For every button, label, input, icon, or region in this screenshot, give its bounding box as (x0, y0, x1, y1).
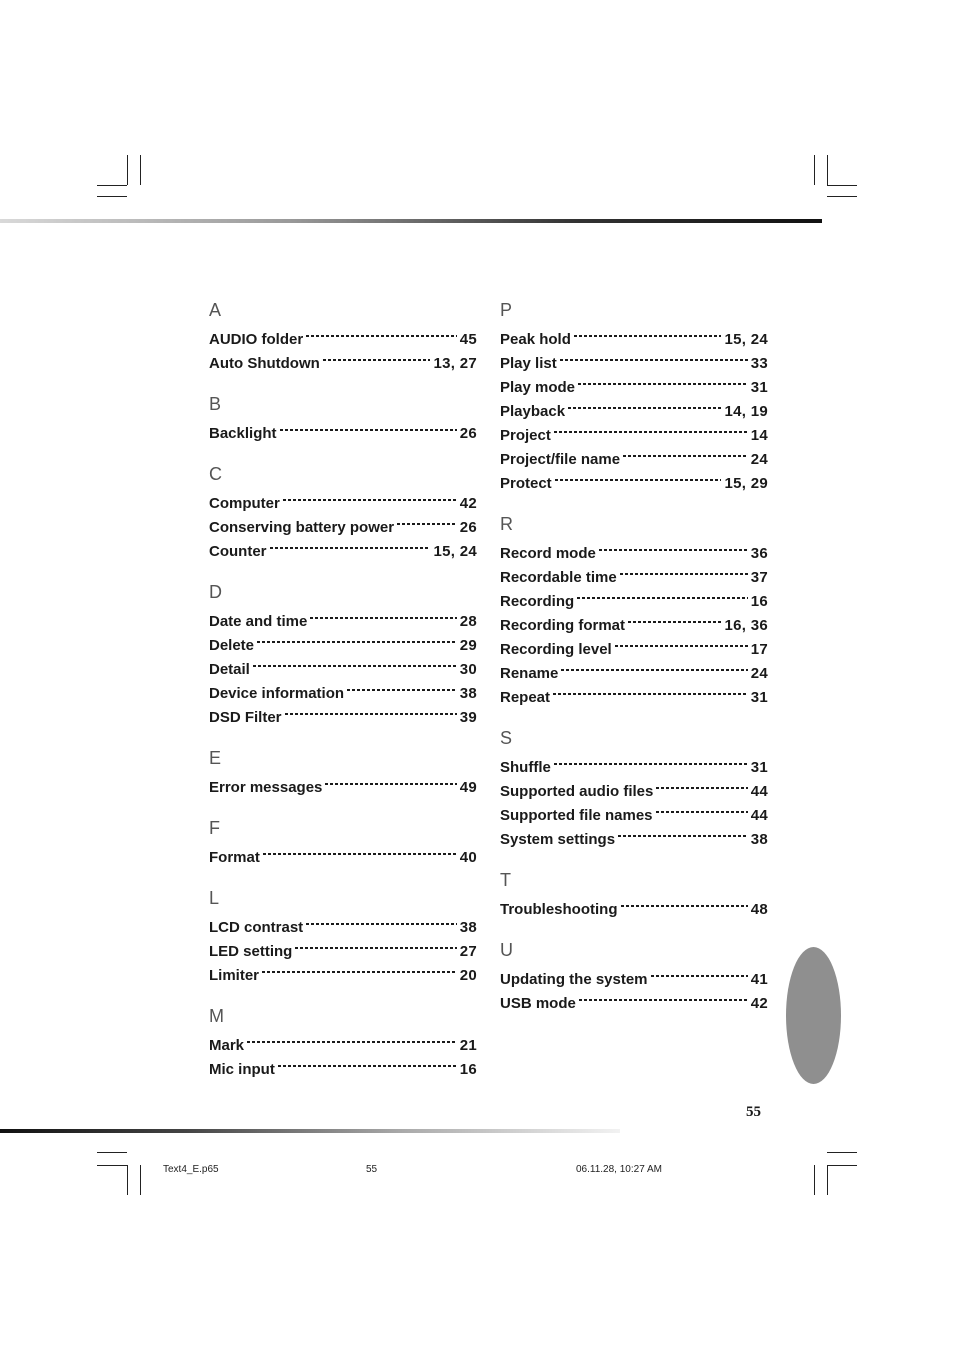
index-pages: 38 (750, 831, 768, 848)
index-entry (500, 400, 768, 424)
index-term: Recordable time (500, 569, 617, 586)
index-term: Device information (209, 685, 345, 702)
section-letter: F (209, 818, 220, 838)
index-term: Recording level (500, 641, 612, 658)
index-entry (209, 940, 477, 964)
index-entry (500, 590, 768, 614)
footer-rule (0, 1129, 620, 1133)
crop-mark (827, 196, 857, 197)
index-term: Protect (500, 475, 552, 492)
index-pages: 48 (750, 901, 768, 918)
dot-leader (280, 429, 457, 431)
index-term: Supported audio files (500, 783, 654, 800)
index-section (500, 938, 768, 1016)
index-entry (500, 898, 768, 922)
index-pages: 27 (459, 943, 477, 960)
dot-leader (323, 359, 431, 361)
section-letter: P (500, 300, 513, 320)
index-pages: 40 (459, 849, 477, 866)
index-entry (500, 424, 768, 448)
crop-mark (140, 155, 141, 185)
index-entry (500, 328, 768, 352)
index-entry (209, 1034, 477, 1058)
index-term: Counter (209, 543, 267, 560)
index-pages: 26 (459, 425, 477, 442)
crop-mark (814, 1165, 815, 1195)
crop-mark (827, 155, 828, 185)
dot-leader (579, 999, 748, 1001)
index-pages: 16 (459, 1061, 477, 1078)
section-letter: L (209, 888, 220, 908)
index-section (500, 726, 768, 852)
index-pages: 24 (750, 665, 768, 682)
index-pages: 16 (750, 593, 768, 610)
index-pages: 15, 24 (724, 331, 768, 348)
index-entry (209, 328, 477, 352)
index-entry (500, 448, 768, 472)
index-pages: 28 (459, 613, 477, 630)
index-term: Date and time (209, 613, 308, 630)
index-term: Project/file name (500, 451, 621, 468)
index-pages: 24 (750, 451, 768, 468)
index-pages: 31 (750, 759, 768, 776)
index-pages: 31 (750, 379, 768, 396)
section-letter: E (209, 748, 222, 768)
index-section (209, 392, 477, 446)
index-pages: 13, 27 (433, 355, 477, 372)
dot-leader (306, 923, 457, 925)
index-pages: 44 (750, 783, 768, 800)
section-letter: T (500, 870, 511, 890)
index-entry (209, 776, 477, 800)
index-entry (500, 638, 768, 662)
crop-mark (827, 1165, 828, 1195)
crop-mark (814, 155, 815, 185)
index-term: Recording (500, 593, 575, 610)
index-pages: 15, 24 (433, 543, 477, 560)
dot-leader (599, 549, 748, 551)
index-entry (500, 472, 768, 496)
index-pages: 16, 36 (724, 617, 768, 634)
index-term: Backlight (209, 425, 277, 442)
index-entry (209, 916, 477, 940)
index-section (209, 1004, 477, 1082)
crop-mark (827, 1165, 857, 1166)
index-term: Repeat (500, 689, 551, 706)
index-pages: 49 (459, 779, 477, 796)
dot-leader (554, 763, 748, 765)
dot-leader (270, 547, 431, 549)
index-term: Format (209, 849, 260, 866)
index-term: USB mode (500, 995, 576, 1012)
index-pages: 31 (750, 689, 768, 706)
index-term: Auto Shutdown (209, 355, 320, 372)
section-letter: B (209, 394, 222, 414)
dot-leader (656, 787, 747, 789)
dot-leader (306, 335, 457, 337)
index-term: Shuffle (500, 759, 551, 776)
section-letter: U (500, 940, 513, 960)
index-pages: 38 (459, 685, 477, 702)
index-section (209, 580, 477, 730)
crop-mark (827, 185, 857, 186)
index-column-right (500, 298, 768, 1032)
index-section (209, 886, 477, 988)
dot-leader (615, 645, 748, 647)
index-entry (500, 780, 768, 804)
dot-leader (651, 975, 748, 977)
dot-leader (555, 479, 722, 481)
dot-leader (285, 713, 457, 715)
dot-leader (262, 971, 457, 973)
index-entry (209, 846, 477, 870)
section-letter: M (209, 1006, 224, 1026)
dot-leader (397, 523, 457, 525)
dot-leader (560, 359, 748, 361)
index-pages: 30 (459, 661, 477, 678)
index-pages: 26 (459, 519, 477, 536)
index-pages: 21 (459, 1037, 477, 1054)
dot-leader (618, 835, 748, 837)
section-letter: S (500, 728, 513, 748)
index-entry (500, 614, 768, 638)
index-term: AUDIO folder (209, 331, 304, 348)
index-entry (500, 992, 768, 1016)
section-tab (786, 947, 841, 1084)
index-pages: 36 (750, 545, 768, 562)
index-entry (209, 422, 477, 446)
dot-leader (574, 335, 722, 337)
dot-leader (578, 383, 748, 385)
index-section (209, 746, 477, 800)
index-pages: 45 (459, 331, 477, 348)
dot-leader (295, 947, 456, 949)
section-letter: C (209, 464, 222, 484)
index-term: Mic input (209, 1061, 275, 1078)
crop-mark (140, 1165, 141, 1195)
header-rule (0, 219, 822, 223)
index-entry (500, 804, 768, 828)
index-term: Error messages (209, 779, 323, 796)
index-term: Record mode (500, 545, 596, 562)
index-column-left (209, 298, 477, 1098)
dot-leader (310, 617, 456, 619)
dot-leader (577, 597, 748, 599)
dot-leader (621, 905, 748, 907)
index-term: Playback (500, 403, 566, 420)
index-entry (500, 968, 768, 992)
index-section (209, 816, 477, 870)
index-term: Limiter (209, 967, 260, 984)
index-term: Computer (209, 495, 280, 512)
dot-leader (347, 689, 457, 691)
index-entry (209, 492, 477, 516)
index-entry (209, 516, 477, 540)
crop-mark (97, 185, 127, 186)
page-number: 55 (746, 1104, 761, 1120)
index-entry (209, 634, 477, 658)
index-pages: 14 (750, 427, 768, 444)
index-term: Recording format (500, 617, 626, 634)
crop-mark (127, 155, 128, 185)
dot-leader (568, 407, 721, 409)
dot-leader (253, 665, 457, 667)
index-term: Mark (209, 1037, 245, 1054)
index-term: Peak hold (500, 331, 571, 348)
index-entry (209, 610, 477, 634)
dot-leader (561, 669, 747, 671)
index-term: Project (500, 427, 551, 444)
index-pages: 38 (459, 919, 477, 936)
index-entry (209, 1058, 477, 1082)
crop-mark (127, 1165, 128, 1195)
crop-mark (97, 196, 127, 197)
index-entry (209, 540, 477, 564)
index-pages: 37 (750, 569, 768, 586)
dot-leader (257, 641, 457, 643)
dot-leader (283, 499, 457, 501)
slug-timestamp: 06.11.28, 10:27 AM (576, 1164, 662, 1175)
index-term: Conserving battery power (209, 519, 395, 536)
index-pages: 14, 19 (724, 403, 768, 420)
index-term: System settings (500, 831, 616, 848)
crop-mark (97, 1165, 127, 1166)
index-term: Troubleshooting (500, 901, 618, 918)
dot-leader (278, 1065, 457, 1067)
index-term: Updating the system (500, 971, 648, 988)
index-pages: 29 (459, 637, 477, 654)
index-entry (500, 566, 768, 590)
index-entry (209, 658, 477, 682)
dot-leader (628, 621, 721, 623)
dot-leader (623, 455, 748, 457)
slug-page: 55 (366, 1164, 378, 1175)
dot-leader (554, 431, 748, 433)
dot-leader (325, 783, 456, 785)
index-section (500, 512, 768, 710)
dot-leader (247, 1041, 457, 1043)
crop-mark (827, 1152, 857, 1153)
crop-mark (97, 1152, 127, 1153)
section-letter: A (209, 300, 222, 320)
dot-leader (620, 573, 748, 575)
index-term: Play list (500, 355, 557, 372)
index-section (500, 868, 768, 922)
index-pages: 20 (459, 967, 477, 984)
index-entry (209, 682, 477, 706)
index-entry (500, 376, 768, 400)
index-entry (209, 352, 477, 376)
index-pages: 44 (750, 807, 768, 824)
index-pages: 33 (750, 355, 768, 372)
index-pages: 39 (459, 709, 477, 726)
slug-file: Text4_E.p65 (163, 1164, 219, 1175)
index-section (209, 462, 477, 564)
index-entry (500, 542, 768, 566)
index-term: Detail (209, 661, 250, 678)
index-term: Play mode (500, 379, 576, 396)
dot-leader (553, 693, 748, 695)
index-pages: 17 (750, 641, 768, 658)
index-pages: 42 (750, 995, 768, 1012)
index-term: Rename (500, 665, 559, 682)
dot-leader (656, 811, 748, 813)
index-entry (209, 964, 477, 988)
index-entry (500, 828, 768, 852)
index-entry (500, 756, 768, 780)
index-entry (500, 686, 768, 710)
index-term: LED setting (209, 943, 293, 960)
index-entry (209, 706, 477, 730)
index-section (500, 298, 768, 496)
index-term: DSD Filter (209, 709, 282, 726)
dot-leader (263, 853, 457, 855)
section-letter: R (500, 514, 513, 534)
index-term: Delete (209, 637, 255, 654)
index-pages: 15, 29 (724, 475, 768, 492)
index-section (209, 298, 477, 376)
index-entry (500, 662, 768, 686)
index-entry (500, 352, 768, 376)
index-pages: 41 (750, 971, 768, 988)
index-pages: 42 (459, 495, 477, 512)
index-term: LCD contrast (209, 919, 304, 936)
section-letter: D (209, 582, 222, 602)
index-term: Supported file names (500, 807, 653, 824)
